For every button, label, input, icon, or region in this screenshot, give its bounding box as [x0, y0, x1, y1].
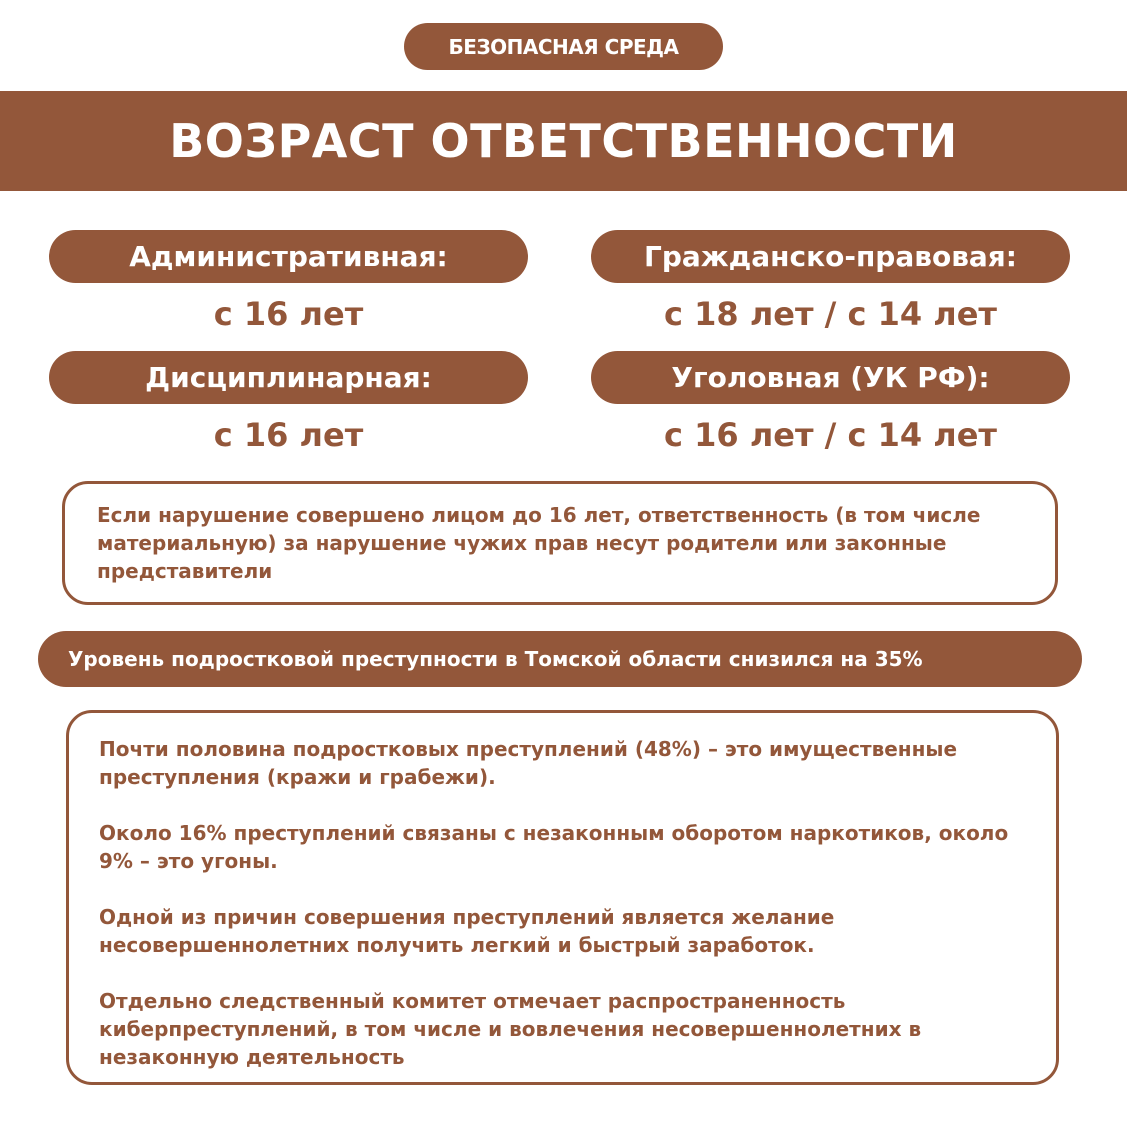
page-title: ВОЗРАСТ ОТВЕТСТВЕННОСТИ	[0, 91, 1127, 191]
facts-list	[99, 735, 1039, 1071]
statistic-banner: Уровень подростковой преступности в Томской области снизился на 35%	[38, 631, 1082, 687]
disciplinary-label: Дисциплинарная:	[49, 351, 528, 404]
criminal-age: с 16 лет / с 14 лет	[664, 416, 997, 454]
note-box	[62, 481, 1058, 605]
fact-item: Почти половина подростковых преступлений (48%) – это имущественные преступления (кражи и грабежи).	[99, 737, 958, 789]
civil-age: с 18 лет / с 14 лет	[664, 295, 997, 333]
criminal-label: Уголовная (УК РФ):	[591, 351, 1070, 404]
disciplinary-age: с 16 лет	[213, 416, 364, 454]
civil-label: Гражданско-правовая:	[591, 230, 1070, 283]
fact-item: Отдельно следственный комитет отмечает распространенность киберпреступлений, в том числе и вовлечения несовершеннолетних в незаконную деятельность	[99, 989, 922, 1069]
note-text: Если нарушение совершено лицом до 16 лет, ответственность (в том числе материальную) за нарушение чужих прав несут родители или законные представители	[97, 503, 981, 583]
fact-item: Одной из причин совершения преступлений является желание несовершеннолетних получить легкий и быстрый заработок.	[99, 905, 835, 957]
fact-item: Около 16% преступлений связаны с незаконным оборотом наркотиков, около 9% – это угоны.	[99, 821, 1009, 873]
brand-badge: БЕЗОПАСНАЯ СРЕДА	[404, 23, 723, 70]
administrative-label: Административная:	[49, 230, 528, 283]
administrative-age: с 16 лет	[213, 295, 364, 333]
facts-box	[66, 710, 1059, 1085]
